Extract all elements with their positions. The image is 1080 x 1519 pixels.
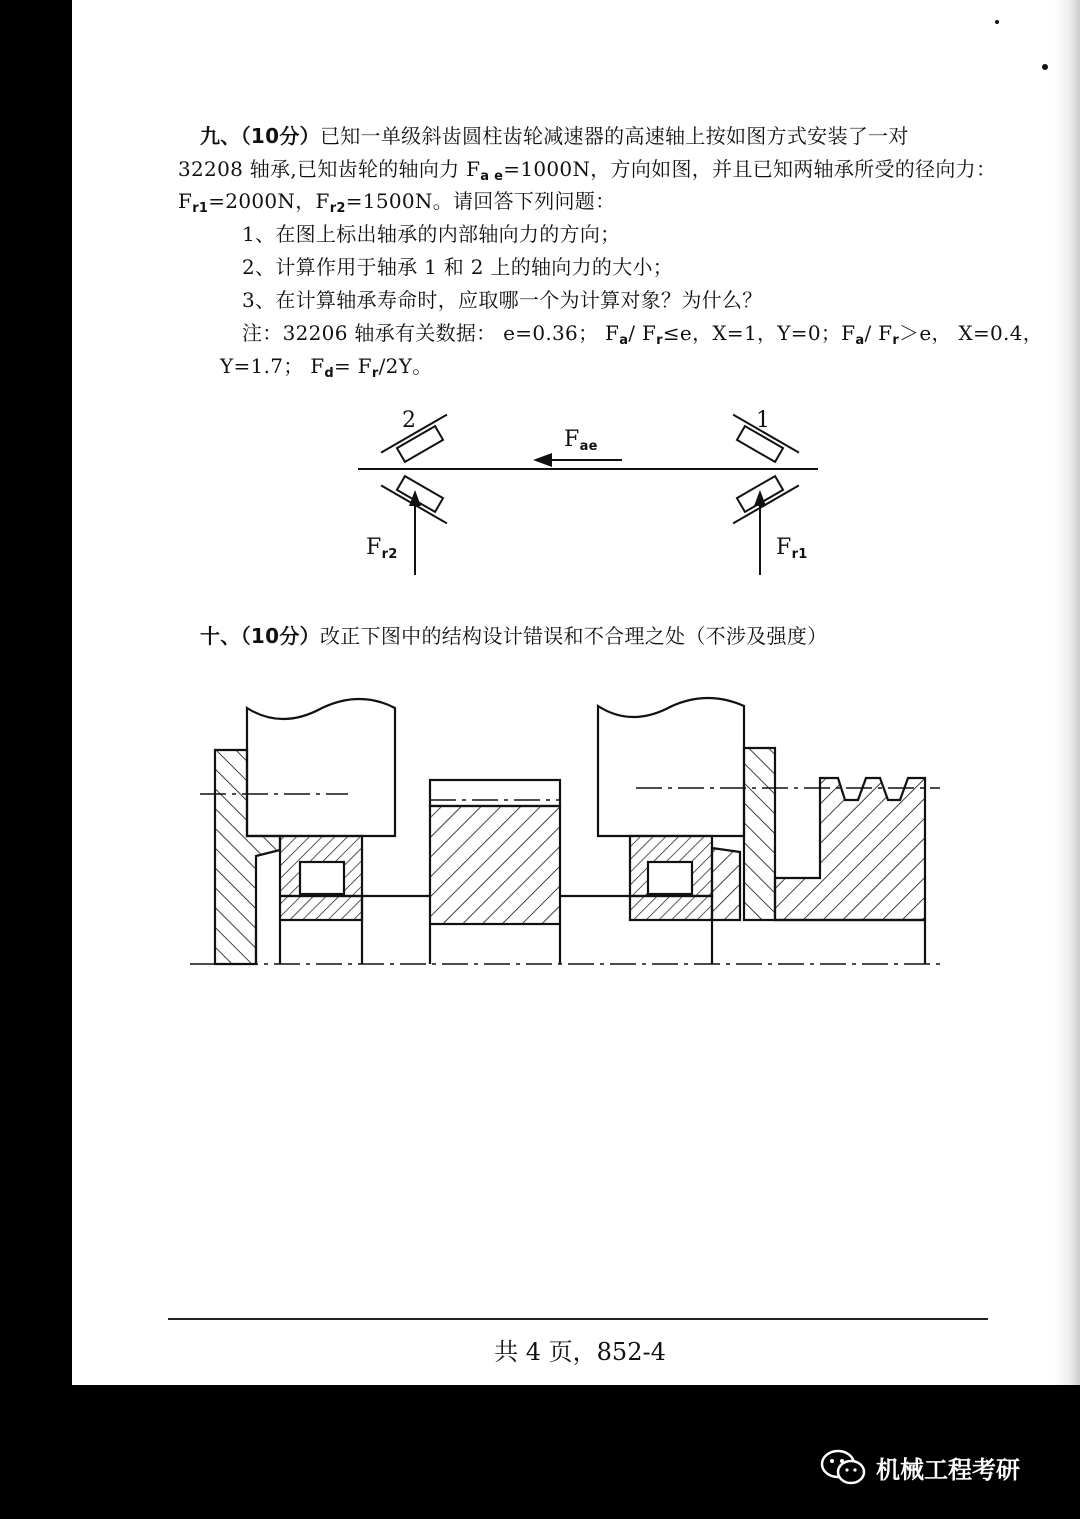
q9-item-1: 1、在图上标出轴承的内部轴向力的方向； xyxy=(242,222,621,246)
q9-intro-2-rest: =1000N，方向如图，并且已知两轴承所受的径向力： xyxy=(503,157,997,181)
fae-main: F xyxy=(564,427,580,452)
q9-intro-3: F xyxy=(178,189,193,213)
q10-text: 改正下图中的结构设计错误和不合理之处（不涉及强度） xyxy=(319,624,828,648)
bearing-left-inner xyxy=(280,896,362,920)
gear-body xyxy=(430,806,560,924)
q9-item-3: 3、在计算轴承寿命时，应取哪一个为计算对象？为什么？ xyxy=(242,288,763,312)
end-cap-right xyxy=(744,748,775,920)
bearing-left-roller xyxy=(300,862,344,894)
note-part: ＞e， X=0.4， xyxy=(899,321,1044,345)
footer-rule xyxy=(168,1318,988,1320)
q9-intro-2: 32208 轴承,已知齿轮的轴向力 F xyxy=(178,157,481,181)
bearing-1-label: 1 xyxy=(756,408,771,433)
q9-intro-1: 已知一单级斜齿圆柱齿轮减速器的高速轴上按如图方式安装了一对 xyxy=(319,124,909,148)
note-part: /2Y。 xyxy=(378,354,433,378)
note-part: / F xyxy=(864,321,893,345)
gear-rim xyxy=(430,780,560,806)
note-sub: r xyxy=(371,366,379,381)
q9-fr2-sub: r2 xyxy=(329,201,346,216)
fr1-main: F xyxy=(776,535,792,560)
note-sub: a xyxy=(619,333,629,348)
housing-left xyxy=(247,699,395,836)
fr2-sub: r2 xyxy=(381,547,398,562)
note-sub: d xyxy=(324,366,335,381)
pulley xyxy=(775,778,925,920)
q9-score: （10分） xyxy=(240,124,320,148)
note-part: ≤e，X=1，Y=0；F xyxy=(662,321,856,345)
q9-fae-sub: a e xyxy=(480,169,504,184)
note-part: 注：32206 轴承有关数据： e=0.36； F xyxy=(242,321,620,345)
q9-intro-3-rest: =1500N。请回答下列问题： xyxy=(345,189,616,213)
note-part: / F xyxy=(628,321,657,345)
note-part: = F xyxy=(334,354,372,378)
account-watermark xyxy=(820,1448,1020,1486)
q9-intro-3-mid: =2000N，F xyxy=(208,189,330,213)
note-sub: a xyxy=(855,333,865,348)
q10-score: （10分） xyxy=(240,624,320,648)
note-sub: r xyxy=(656,333,663,348)
page-footer: 共 4 页，852-4 xyxy=(494,1338,666,1366)
fae-sub: ae xyxy=(579,439,598,454)
fr1-sub: r1 xyxy=(791,547,808,562)
q9-fr1-sub: r1 xyxy=(192,201,209,216)
q9-title: 九、 xyxy=(200,124,241,148)
spacer-right xyxy=(712,848,740,920)
wechat-icon xyxy=(820,1448,866,1486)
fr2-main: F xyxy=(366,535,382,560)
bearing-2-label: 2 xyxy=(402,408,417,433)
note-part: Y=1.7； F xyxy=(220,354,325,378)
q10-title: 十、 xyxy=(200,624,241,648)
watermark-text: 机械工程考研 xyxy=(876,1455,1020,1484)
note-sub: r xyxy=(892,333,900,348)
q9-item-2: 2、计算作用于轴承 1 和 2 上的轴向力的大小； xyxy=(242,255,674,279)
bearing-right-inner xyxy=(630,896,712,920)
housing-right xyxy=(598,698,744,836)
bearing-right-roller xyxy=(648,862,692,894)
